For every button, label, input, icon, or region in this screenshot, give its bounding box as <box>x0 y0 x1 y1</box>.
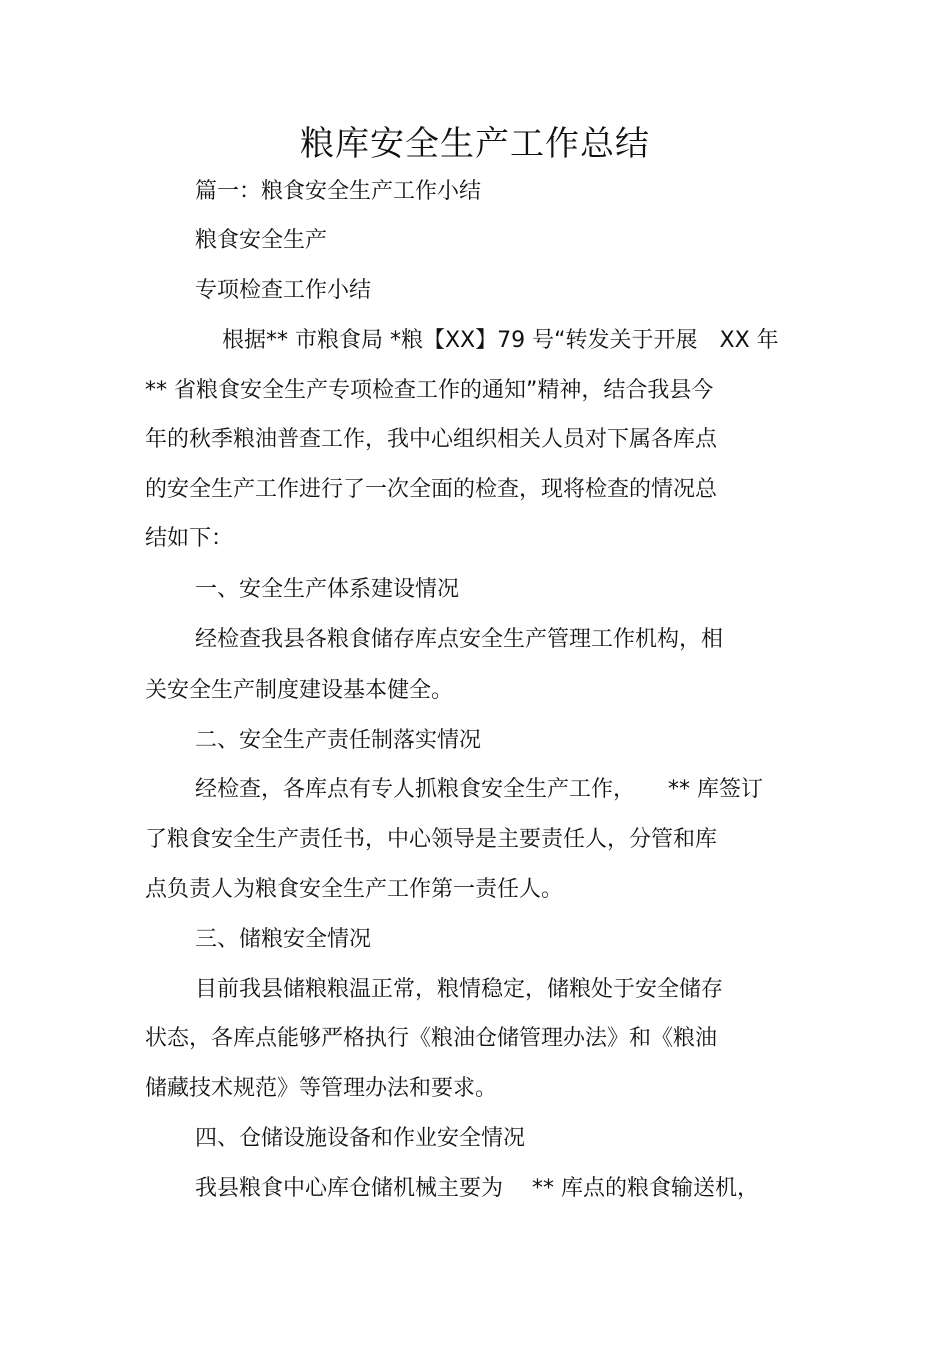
paragraph-line: 的安全生产工作进行了一次全面的检查，现将检查的情况总 <box>145 477 718 502</box>
subtitle-line: 专项检查工作小结 <box>195 278 372 303</box>
section-heading: 四、仓储设施设备和作业安全情况 <box>195 1126 526 1151</box>
paragraph-line: 结如下： <box>145 526 234 551</box>
section-heading: 二、安全生产责任制落实情况 <box>195 728 482 753</box>
paragraph-line: 状态，各库点能够严格执行《粮油仓储管理办法》和《粮油 <box>145 1026 718 1051</box>
paragraph-line: 目前我县储粮粮温正常，粮情稳定，储粮处于安全储存 <box>195 977 724 1002</box>
paragraph-line: 年的秋季粮油普查工作，我中心组织相关人员对下属各库点 <box>145 427 718 452</box>
document-title: 粮库安全生产工作总结 <box>300 124 650 164</box>
paragraph-line: 储藏技术规范》等管理办法和要求。 <box>145 1076 498 1101</box>
paragraph-line: 我县粮食中心库仓储机械主要为 ** 库点的粮食输送机， <box>195 1176 759 1201</box>
paragraph-line: 了粮食安全生产责任书，中心领导是主要责任人，分管和库 <box>145 827 718 852</box>
paragraph-line: 点负责人为粮食安全生产工作第一责任人。 <box>145 877 564 902</box>
paragraph-line: 根据** 市粮食局 *粮【XX】79 号“转发关于开展 XX 年 <box>222 328 779 353</box>
section-heading: 篇一：粮食安全生产工作小结 <box>195 179 482 204</box>
paragraph-line: 经检查，各库点有专人抓粮食安全生产工作， ** 库签订 <box>195 777 763 802</box>
section-heading: 一、安全生产体系建设情况 <box>195 577 460 602</box>
paragraph-line: ** 省粮食安全生产专项检查工作的通知”精神，结合我县今 <box>145 378 714 403</box>
paragraph-line: 关安全生产制度建设基本健全。 <box>145 678 454 703</box>
subtitle-line: 粮食安全生产 <box>195 228 328 253</box>
section-heading: 三、储粮安全情况 <box>195 927 372 952</box>
paragraph-line: 经检查我县各粮食储存库点安全生产管理工作机构，相 <box>195 627 724 652</box>
